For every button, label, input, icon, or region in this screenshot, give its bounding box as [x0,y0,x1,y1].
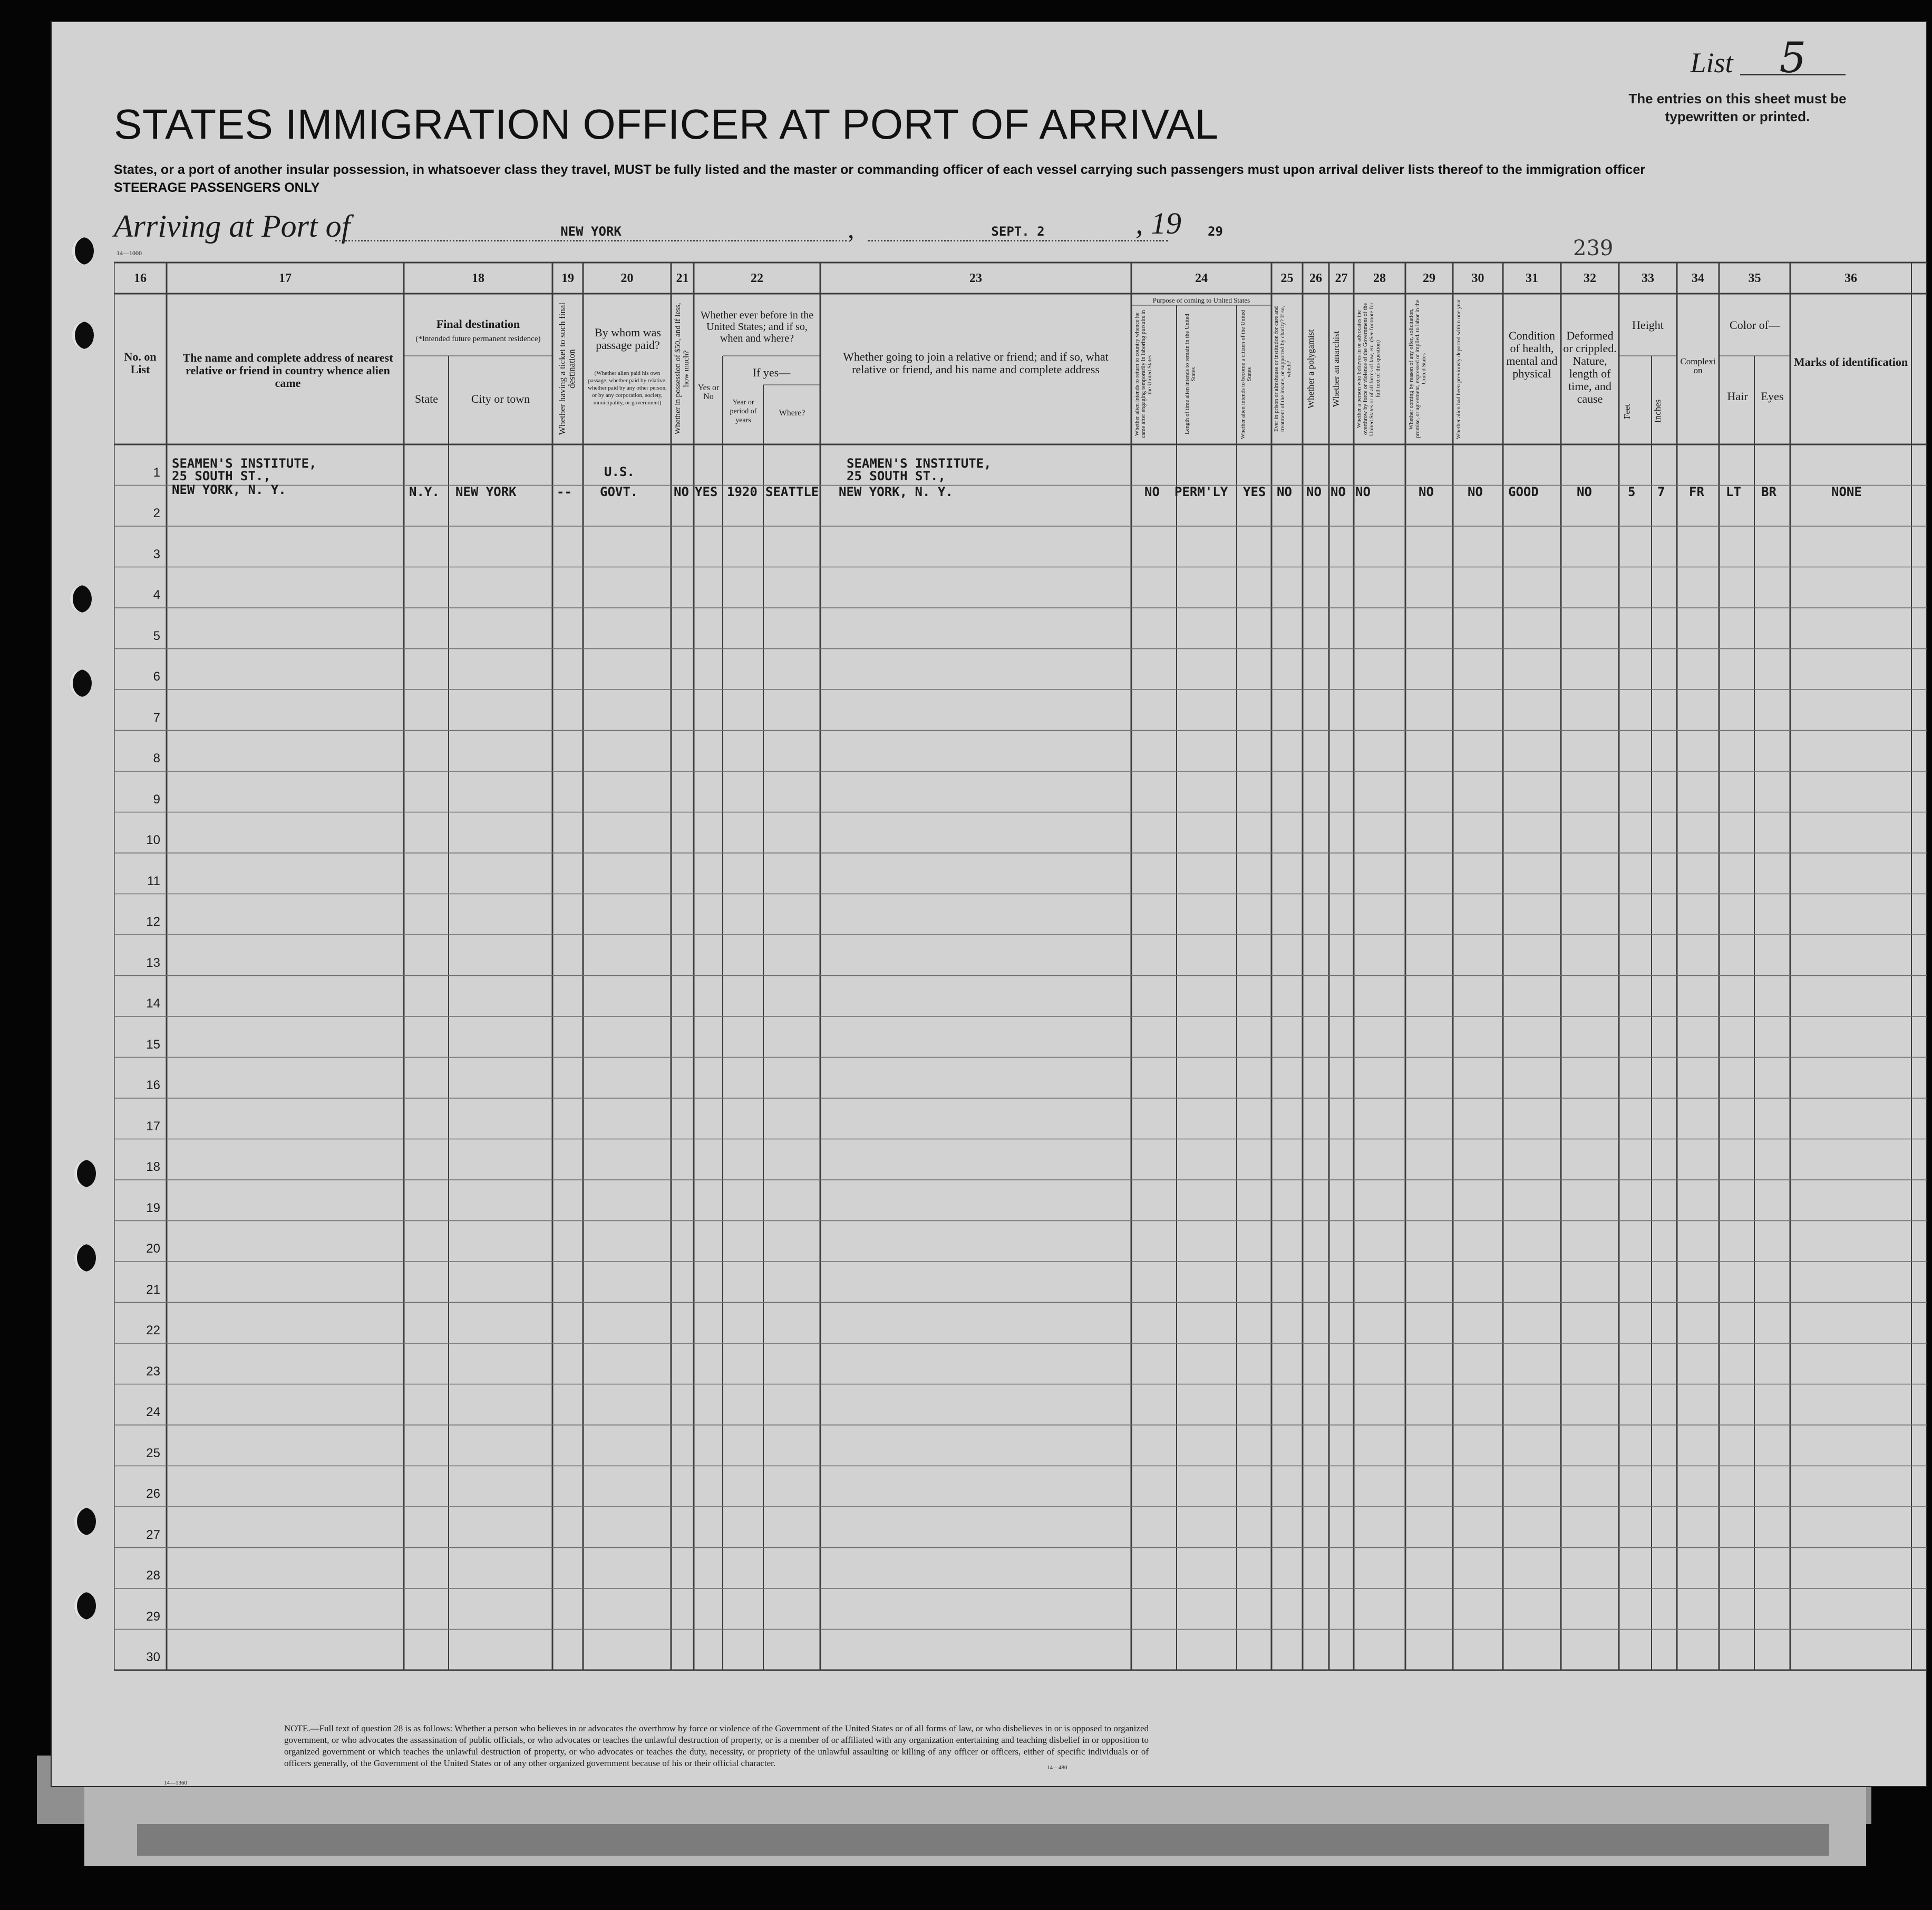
row-number: 22 [146,1323,160,1337]
binder-hole [72,322,94,349]
header-anarchist: Whether an anarchist [1331,331,1341,407]
row-number: 23 [146,1364,160,1379]
entry-money: NO [674,484,689,499]
page-number: 239 [1573,236,1614,260]
header-final-destination: Final destination [436,317,520,331]
form-code: 14—480 [1047,1764,1067,1771]
row-number: 29 [146,1609,160,1624]
row-number: 4 [153,588,160,602]
entry-where: SEATTLE [765,484,819,499]
entry-polygamist: NO [1306,484,1322,499]
row-number: 30 [146,1650,160,1664]
col-number-21: 21 [676,272,689,285]
binder-hole [74,1508,96,1535]
grid-lines [114,263,1927,1670]
entry-city: NEW YORK [455,484,517,499]
row-number: 15 [146,1037,160,1052]
entry-paid-line2: GOVT. [600,484,638,499]
col-number-30: 30 [1471,272,1484,285]
year-suffix: 29 [1208,224,1223,239]
header-hair: Hair [1727,390,1748,403]
row-number: 28 [146,1568,160,1583]
binder-hole [70,585,92,613]
binder-hole [72,237,94,265]
arriving-label: Arriving at Port of [114,209,351,244]
subtitle: States, or a port of another insular possession, in whatsoever class they travel, MUST be fully listed and the master or commanding officer of each vessel carrying such passengers must upon arrival deliver lists thereof to the immigration officer [114,162,1645,177]
row-number: 18 [146,1160,160,1174]
entry-year: 1920 [727,484,758,499]
row-number: 9 [153,792,160,807]
header-complexion: Complexion [1680,356,1716,375]
col-number-24: 24 [1195,272,1208,285]
row-number: 6 [153,670,160,684]
underlying-sheet-edge [137,1824,1829,1856]
row-lines [114,486,1927,1630]
header-marks: Marks of identification [1793,355,1908,369]
date-field: SEPT. 2 [868,224,1168,241]
binder-hole [74,1244,96,1272]
row-number: 25 [146,1446,160,1460]
table-grid [114,261,1927,1671]
header-prison-almshouse: Ever in prison or almshouse or institution for care and treatment of the insane, or supported by charity? If so, which? [1273,306,1292,432]
entry-paid-line1: U.S. [604,464,635,479]
col-number-26: 26 [1309,272,1322,285]
header-where: Where? [779,409,805,418]
col-number-20: 20 [620,272,634,285]
col-number-25: 25 [1280,272,1294,285]
header-city: City or town [471,392,530,405]
header-yes-or-no: Yes or No [697,383,720,401]
row-number: 27 [146,1527,160,1542]
header-deformed: Deformed or crippled. Nature, length of time, and cause [1563,329,1617,405]
entry-join-line2: 25 SOUTH ST., [847,469,946,483]
col-number-34: 34 [1692,272,1704,285]
header-height: Height [1632,318,1664,332]
header-nearest-relative: The name and complete address of nearest relative or friend in country whence alien came [182,351,393,390]
binder-hole [74,1592,96,1620]
header-purpose: Purpose of coming to United States [1152,296,1250,304]
row-number: 2 [153,506,160,520]
entries-instruction: The entries on this sheet must be typewritten or printed. [1628,91,1847,124]
col-number-32: 32 [1584,272,1596,285]
entry-contract-labor: NO [1419,484,1434,499]
row-number: 10 [146,833,160,847]
form-code: 14—1000 [116,249,142,257]
row-number: 7 [153,710,160,725]
col-number-16: 16 [134,272,147,285]
header-inches: Inches [1653,399,1663,423]
row-number: 19 [146,1200,160,1215]
header-health: Condition of health, mental and physical [1506,329,1558,380]
entry-relative-line3: NEW YORK, N. Y. [172,482,286,497]
row-number: 3 [153,547,160,561]
col-number-27: 27 [1335,272,1348,285]
col-number-28: 28 [1373,272,1386,285]
footnote: NOTE.—Full text of question 28 is as follows: Whether a person who believes in or advocates the overthrow by force or violence of the Government of the United States or of all forms of law, or who disbelieves in or is opposed to organized government, or who advocates the assassination of public officials, or who advocates or teaches the unlawful destruction of property, or is a member of or affiliated with any organization entertaining and teaching disbelief in or opposition to organized government or which teaches the unlawful destruction of property, or who advocates or teaches the duty, necessity, or propriety of the unlawful assaulting or killing of any officer or officers, either of specific individuals or of officers generally, of the Government of the United States or of any other organized government because of his or their official character. [284,1723,1149,1768]
header-state: State [415,392,438,405]
row-number: 24 [146,1405,160,1419]
entry-ever-before: YES [695,484,718,499]
manifest-table [114,261,1927,1671]
header-ever-before-us: Whether ever before in the United States; and if so, when and where? [700,309,814,344]
row-number: 26 [146,1487,160,1501]
entry-marks: NONE [1831,484,1862,499]
binder-hole [70,670,92,697]
header-eyes: Eyes [1761,390,1784,403]
col-number-31: 31 [1526,272,1538,285]
header-passage-paid-note: (Whether alien paid his own passage, whether paid by relative, whether paid by any other person, or by any corporation, society, municipality, or government) [588,370,667,406]
entry-feet: 5 [1628,484,1636,499]
header-ticket: Whether having a ticket to such final destination [557,302,577,435]
col-number-23: 23 [969,272,982,285]
row-number: 8 [153,751,160,765]
row-number: 13 [146,955,160,970]
row-number: 16 [146,1078,160,1092]
entry-return-intent: NO [1144,484,1160,499]
entry-health: GOOD [1508,484,1539,499]
entry-prison: NO [1277,484,1292,499]
header-final-destination-note: (*Intended future permanent residence) [415,335,541,343]
entry-relative-line1: SEAMEN'S INSTITUTE, [172,456,317,471]
header-polygamist: Whether a polygamist [1306,329,1316,409]
header-deported: Whether alien had been previously deported within one year [1455,299,1462,439]
entry-deformed: NO [1577,484,1592,499]
header-year-period: Year or period of years [730,399,757,424]
row-number: 14 [146,996,160,1011]
entry-length-of-stay: PERM'LY [1174,484,1228,499]
entry-complexion: FR [1689,484,1704,499]
header-feet: Feet [1622,403,1632,419]
col-number-22: 22 [751,272,763,285]
col-number-29: 29 [1423,272,1435,285]
entry-overthrow: NO [1355,484,1371,499]
header-become-citizen: Whether alien intends to become a citizen of the United States [1240,309,1253,439]
col-number-36: 36 [1844,272,1857,285]
entry-inches: 7 [1657,484,1665,499]
entry-ticket: -- [557,484,572,499]
row-number: 11 [147,874,160,888]
entry-hair: LT [1726,484,1741,499]
passenger-class: STEERAGE PASSENGERS ONLY [114,180,320,195]
port-field: NEW YORK [335,224,847,241]
header-passage-paid: By whom was passage paid? [595,326,661,352]
col-number-18: 18 [472,272,484,285]
row-number: 17 [146,1119,160,1133]
comma: , [848,214,855,244]
row-number: 20 [146,1242,160,1256]
entry-eyes: BR [1761,484,1776,499]
year-prefix: , 19 [1135,206,1181,240]
page-title: STATES IMMIGRATION OFFICER AT PORT OF ARRIVAL [114,101,1219,148]
row-number: 1 [153,465,160,480]
header-length-of-stay: Length of time alien intends to remain in the United States [1184,314,1197,435]
entry-anarchist: NO [1331,484,1346,499]
col-number-35: 35 [1748,272,1761,285]
binder-hole [74,1160,96,1187]
row-number: 12 [146,915,160,929]
entry-join-line3: NEW YORK, N. Y. [839,484,953,499]
entry-state: N.Y. [409,484,440,499]
header-contract-labor: Whether coming by reason of any offer, solicitation, promise, or agreement, expressed or implied, to labor in the United States [1408,299,1427,439]
manifest-sheet [51,21,1927,1787]
entry-deported: NO [1468,484,1483,499]
header-if-yes: If yes— [752,366,791,379]
row-number: 21 [146,1282,160,1297]
list-number [1690,33,1846,82]
header-overthrow: Whether a person who believes in or advocates the overthrow by force or violence of the Government of the United States or of all forms of law, etc. (See footnote for full text of this question) [1356,302,1381,436]
form-code: 14—1360 [164,1780,187,1786]
list-label: List [1690,47,1733,79]
entry-citizen: YES [1243,484,1266,499]
entry-relative-line2: 25 SOUTH ST., [172,469,271,483]
list-number-value: 5 [1740,42,1846,75]
header-color-of: Color of— [1730,318,1780,332]
col-number-19: 19 [561,272,574,285]
col-number-33: 33 [1642,272,1654,285]
col-number-17: 17 [279,272,292,285]
header-no-on-list: No. on List [124,350,157,376]
entry-join-line1: SEAMEN'S INSTITUTE, [847,456,992,471]
row-number: 5 [153,628,160,643]
header-return-intent: Whether alien intends to return to country whence he came after engaging temporarily in laboring pursuits in the United States [1134,310,1153,439]
header-join-relative: Whether going to join a relative or friend; and if so, what relative or friend, and his name and complete address [843,350,1109,376]
header-fifty-dollars: Whether in possession of $50, and if less, how much? [674,303,691,435]
